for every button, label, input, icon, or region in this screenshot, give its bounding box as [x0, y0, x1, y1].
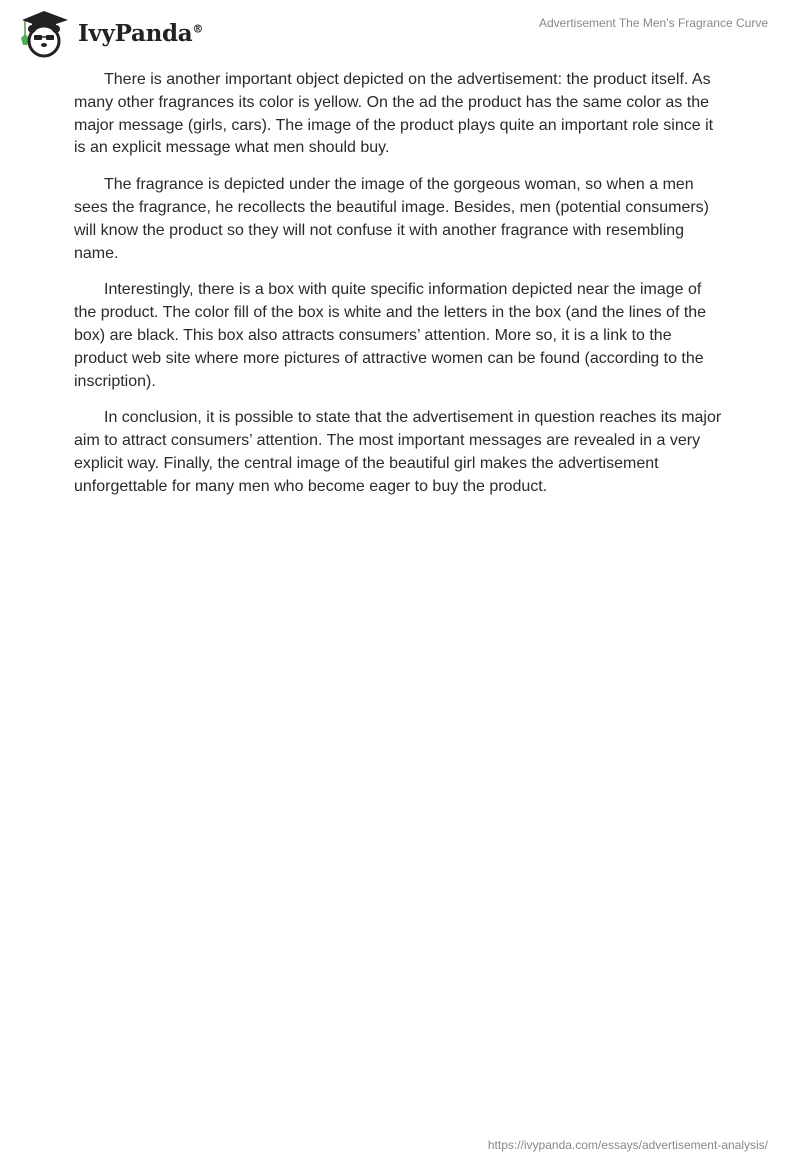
document-title: Advertisement The Men’s Fragrance Curve — [539, 16, 768, 30]
paragraph: Interestingly, there is a box with quite specific information depicted near the image of the product. The color fill of the box is white and the letters in the box (and the lines of the box) are black. This box also attracts consumers’ attention. More so, it is a link to the product web site where more pictures of attractive women can be found (according to the inscription). — [74, 281, 707, 390]
paragraph: In conclusion, it is possible to state that the advertisement in question reaches its major aim to attract consumers’ attention. The most important messages are revealed in a very explicit way. Finally, the central image of the beautiful girl makes the advertisement unforgettable for many men who become eager to buy the product. — [74, 409, 722, 495]
logo-text: IvyPanda — [78, 19, 193, 47]
paragraph: The fragrance is depicted under the image of the gorgeous woman, so when a men sees the fragrance, he recollects the beautiful image. Besides, men (potential consumers) will know the product so they will not confuse it with another fragrance with resembling name. — [74, 176, 709, 262]
logo-wordmark — [78, 20, 203, 47]
ivypanda-logo[interactable] — [18, 8, 203, 58]
essay-body — [74, 69, 728, 513]
registered-mark: ® — [192, 21, 204, 35]
source-url[interactable]: https://ivypanda.com/essays/advertisement-analysis/ — [487, 1138, 768, 1152]
panda-graduate-icon — [18, 8, 70, 58]
paragraph: There is another important object depicted on the advertisement: the product itself. As many other fragrances its color is yellow. On the ad the product has the same color as the major message (girls, cars). The image of the product plays quite an important role since it is an explicit message what men should buy. — [74, 71, 714, 157]
